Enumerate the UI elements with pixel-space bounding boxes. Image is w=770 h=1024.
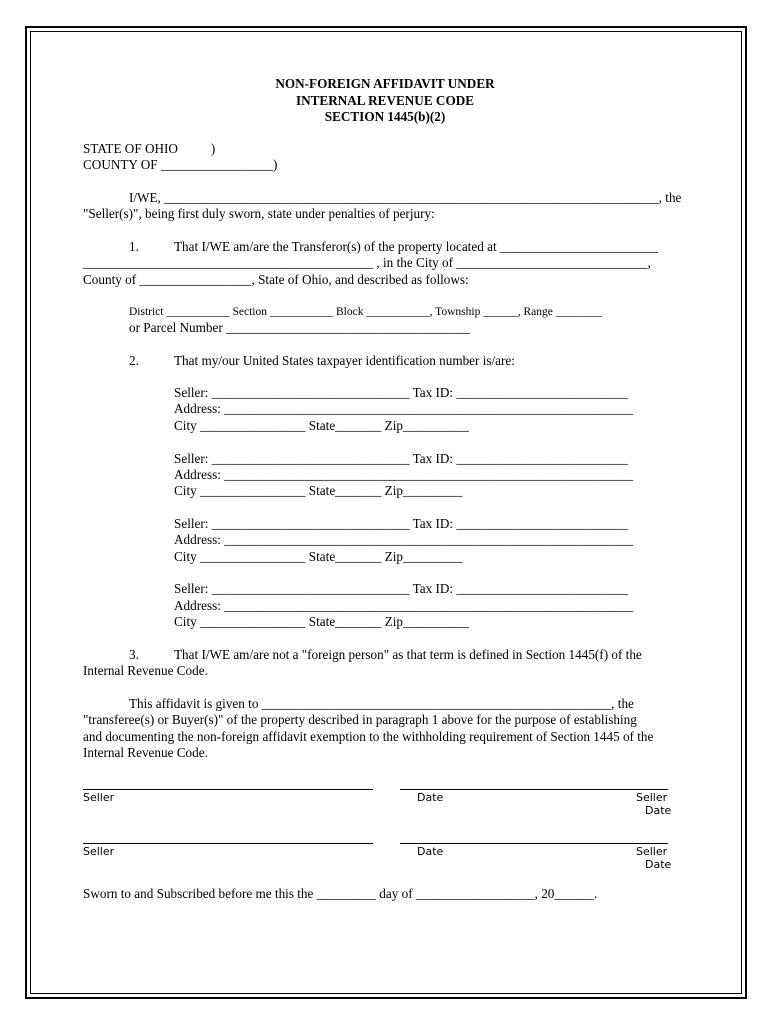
signature-seller-label: Seller (83, 845, 115, 858)
purpose-line-1: This affidavit is given to _____________________________________________________, the (129, 696, 634, 711)
seller-1-line: Seller: ______________________________ Tax ID: __________________________ (174, 385, 628, 400)
seller-1-city: City ________________ State_______ Zip__________ (174, 418, 469, 433)
para-3-line-1: That I/WE am/are not a "foreign person" as that term is defined in Section 1445(f) of the (174, 647, 642, 662)
para-1-line-1: That I/WE am/are the Transferor(s) of the property located at ________________________ (174, 239, 659, 254)
document-title-line-3: SECTION 1445(b)(2) (324, 109, 446, 124)
para-1-line-3: County of _________________, State of Ohio, and described as follows: (83, 272, 469, 287)
seller-4-address: Address: ______________________________________________________________ (174, 598, 633, 613)
signature-date-label: Date (645, 804, 672, 817)
venue-county: COUNTY OF _________________) (83, 157, 278, 172)
legal-description-line-2: or Parcel Number _____________________________________ (129, 320, 471, 335)
intro-line-2: "Seller(s)", being first duly sworn, state under penalties of perjury: (83, 206, 435, 221)
para-3-number: 3. (129, 647, 139, 662)
seller-3-city: City ________________ State_______ Zip_________ (174, 549, 463, 564)
seller-4-city: City ________________ State_______ Zip__________ (174, 614, 469, 629)
signature-date-label: Date (417, 791, 444, 804)
para-2-text: That my/our United States taxpayer identification number is/are: (174, 353, 515, 368)
signature-date-label: Date (645, 858, 672, 871)
seller-3-address: Address: ______________________________________________________________ (174, 532, 633, 547)
seller-2-city: City ________________ State_______ Zip_________ (174, 483, 463, 498)
para-2-number: 2. (129, 353, 139, 368)
para-3-line-2: Internal Revenue Code. (83, 663, 208, 678)
seller-2-line: Seller: ______________________________ Tax ID: __________________________ (174, 451, 628, 466)
purpose-line-4: Internal Revenue Code. (83, 745, 208, 760)
purpose-line-3: and documenting the non-foreign affidavit exemption to the withholding requirement of Section 1445 of the (83, 729, 654, 744)
seller-1-address: Address: ______________________________________________________________ (174, 401, 633, 416)
seller-3-line: Seller: ______________________________ Tax ID: __________________________ (174, 516, 628, 531)
sworn-statement: Sworn to and Subscribed before me this the _________ day of __________________, 20______. (83, 886, 598, 901)
signature-seller-label: Seller (636, 791, 668, 804)
document-title-line-2: INTERNAL REVENUE CODE (295, 93, 475, 108)
signature-seller-label: Seller (83, 791, 115, 804)
para-1-number: 1. (129, 239, 139, 254)
signature-seller-label: Seller (636, 845, 668, 858)
document-title-line-1: NON-FOREIGN AFFIDAVIT UNDER (275, 76, 495, 91)
seller-2-address: Address: ______________________________________________________________ (174, 467, 633, 482)
legal-description-line-1: District ___________ Section ___________ Block ___________, Township ______, Range ________ (129, 306, 602, 318)
signature-date-label: Date (417, 845, 444, 858)
seller-signature-line (83, 789, 373, 790)
seller-signature-line (83, 843, 373, 844)
purpose-line-2: "transferee(s) or Buyer(s)" of the property described in paragraph 1 above for the purpose of establishing (83, 712, 637, 727)
para-1-line-2: ____________________________________________ , in the City of _____________________________, (83, 255, 651, 270)
intro-line-1: I/WE, ___________________________________________________________________________, the (129, 190, 682, 205)
venue-state: STATE OF OHIO ) (83, 141, 216, 156)
seller-4-line: Seller: ______________________________ Tax ID: __________________________ (174, 581, 628, 596)
